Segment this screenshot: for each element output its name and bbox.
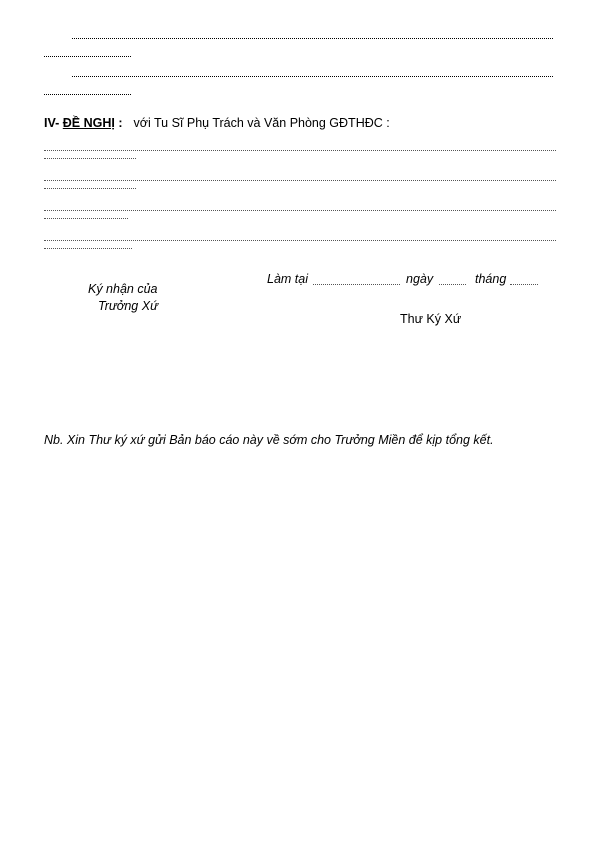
answer-line-2b bbox=[44, 94, 131, 95]
month-blank bbox=[510, 284, 538, 285]
place-label: Làm tại bbox=[267, 272, 308, 286]
proposal-line-3a bbox=[44, 210, 556, 211]
proposal-line-1b bbox=[44, 158, 136, 159]
section-recipients: với Tu Sĩ Phụ Trách và Văn Phòng GĐTHĐC : bbox=[133, 116, 390, 130]
section-number: IV- bbox=[44, 116, 60, 130]
secretary-label: Thư Ký Xứ bbox=[400, 312, 462, 326]
month-label: tháng bbox=[475, 272, 507, 286]
answer-line-1b bbox=[44, 56, 131, 57]
day-blank bbox=[439, 284, 466, 285]
acknowledge-label: Ký nhận của bbox=[88, 282, 158, 296]
place-blank bbox=[313, 284, 400, 285]
acknowledge-role: Trưởng Xứ bbox=[98, 299, 158, 313]
proposal-line-3b bbox=[44, 218, 128, 219]
proposal-line-2a bbox=[44, 180, 556, 181]
footer-note: Nb. Xin Thư ký xứ gửi Bản báo cáo này về sớm cho Trưởng Miền để kịp tổng kết. bbox=[44, 433, 494, 447]
section-title: ĐỀ NGHỊ bbox=[62, 116, 115, 130]
answer-line-1a bbox=[72, 38, 553, 39]
day-label: ngày bbox=[406, 272, 434, 286]
proposal-line-4a bbox=[44, 240, 556, 241]
place-date-row bbox=[267, 272, 547, 288]
proposal-line-1a bbox=[44, 150, 556, 151]
section-heading bbox=[44, 116, 390, 130]
answer-line-2a bbox=[72, 76, 553, 77]
section-colon: : bbox=[118, 116, 123, 130]
proposal-line-4b bbox=[44, 248, 132, 249]
proposal-line-2b bbox=[44, 188, 136, 189]
